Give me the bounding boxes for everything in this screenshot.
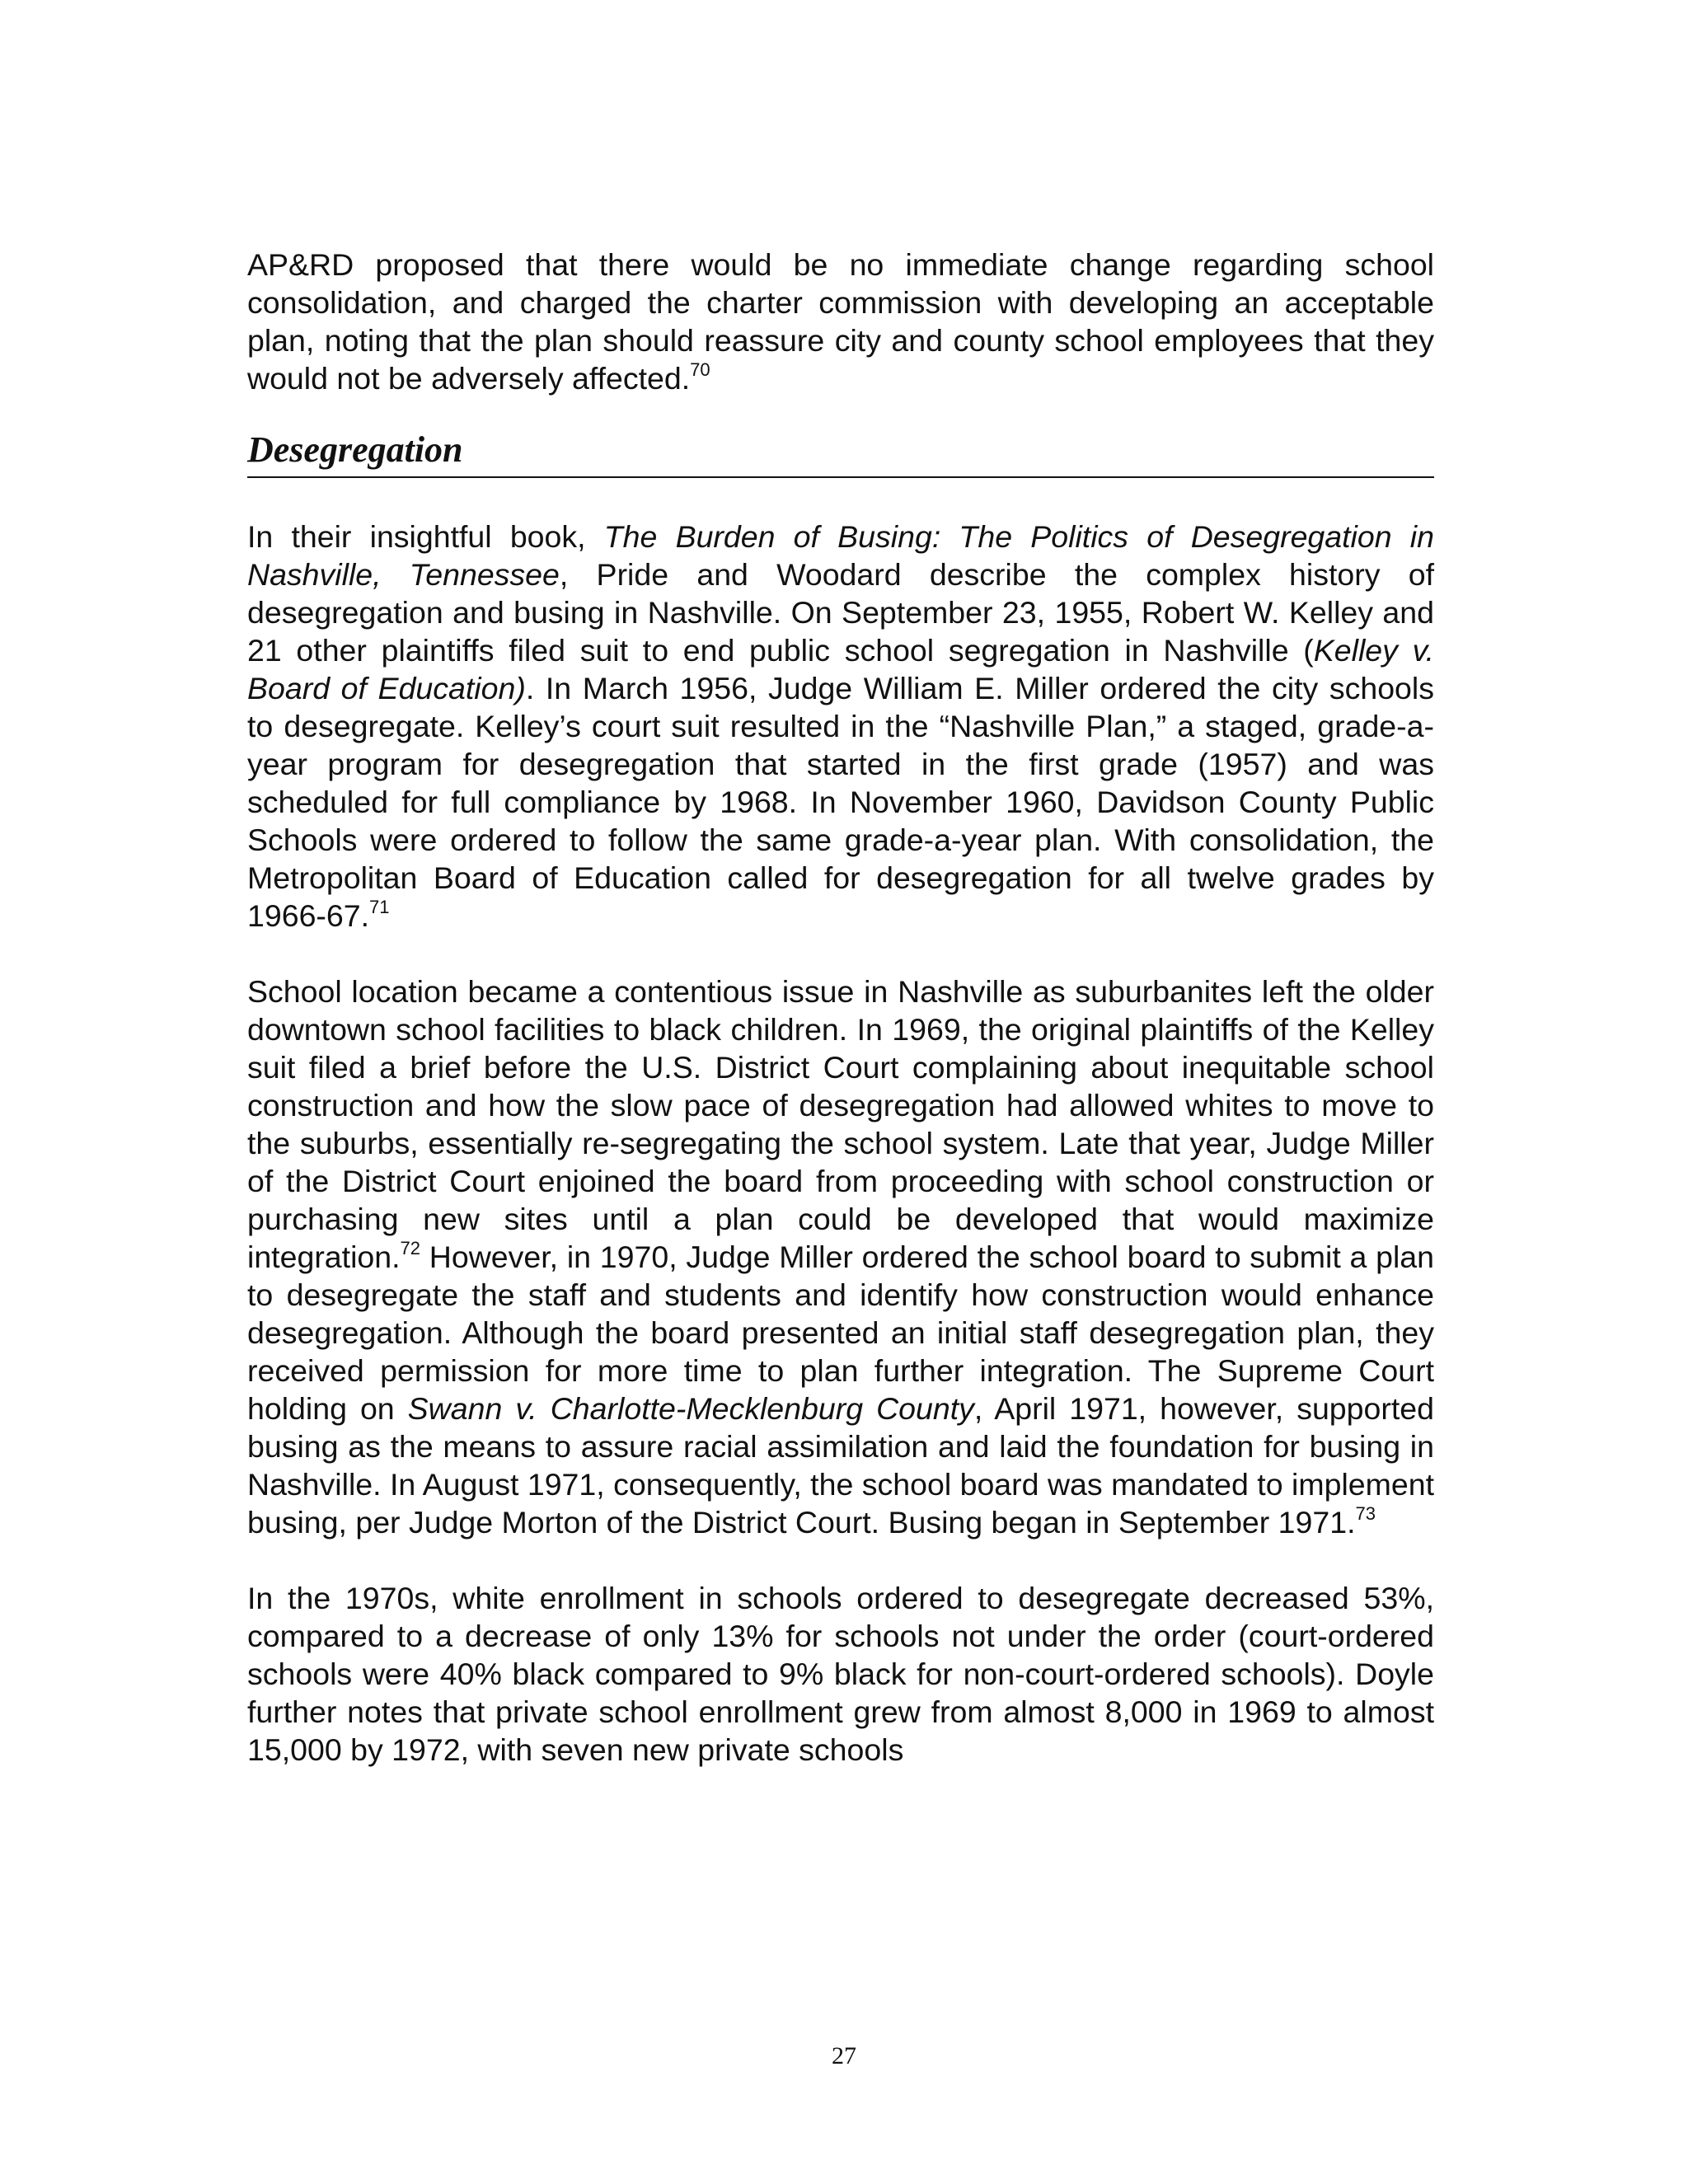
paragraph-text: AP&RD proposed that there would be no immediate change regarding school consolidation, and charged the charter commission with developing an acceptable plan, noting that the plan should reassure city and county school employees that they would not be adversely affected.: [247, 247, 1434, 396]
case-name: Kelley v. Board of Education): [247, 633, 1434, 705]
paragraph-enrollment: [247, 1579, 1434, 1769]
paragraph-school-location: [247, 972, 1434, 1541]
footnote-ref-71[interactable]: 71: [369, 896, 390, 917]
paragraph-text: , April 1971, however, supported busing as the means to assure racial assimilation and laid the foundation for busing in Nashville. In August 1971, consequently, the school board was mandated to implement busing, per Judge Morton of the District Court. Busing began in September 1971.: [247, 1391, 1434, 1540]
section-heading: Desegregation: [247, 429, 1434, 478]
footnote-ref-72[interactable]: 72: [400, 1237, 421, 1258]
paragraph-burden-of-busing: [247, 518, 1434, 935]
paragraph-text: , Pride and Woodard describe the complex history of desegregation and busing in Nashville. On September 23, 1955, Robert W. Kelley and 21 other plaintiffs filed suit to end public school segregation in Nashville (: [247, 557, 1435, 668]
footnote-ref-70[interactable]: 70: [690, 359, 710, 380]
paragraph-consolidation: [247, 246, 1434, 397]
case-name: Swann v. Charlotte-Mecklenburg County: [407, 1391, 974, 1426]
paragraph-text: In their insightful book,: [247, 519, 604, 554]
page-number: 27: [832, 2042, 856, 2069]
footnote-ref-73[interactable]: 73: [1355, 1502, 1376, 1524]
document-page: [247, 246, 1434, 1769]
paragraph-text: . In March 1956, Judge William E. Miller ordered the city schools to desegregate. Kelley’s court suit resulted in the “Nashville Plan,” a staged, grade-a-year program for desegregation that started in the first grade (1957) and was scheduled for full compliance by 1968. In November 1960, Davidson County Public Schools were ordered to follow the same grade-a-year plan. With consolidation, the Metropolitan Board of Education called for desegregation for all twelve grades by 1966-67.: [247, 671, 1434, 933]
book-title: The Burden of Busing: The Politics of Desegregation in Nashville, Tennessee: [247, 519, 1434, 592]
paragraph-text: School location became a contentious issue in Nashville as suburbanites left the older downtown school facilities to black children. In 1969, the original plaintiffs of the Kelley suit filed a brief before the U.S. District Court complaining about inequitable school construction and how the slow pace of desegregation had allowed whites to move to the suburbs, essentially re-segregating the school system. Late that year, Judge Miller of the District Court enjoined the board from proceeding with school construction or purchasing new sites until a plan could be developed that would maximize integration.: [247, 974, 1434, 1274]
paragraph-text: In the 1970s, white enrollment in schools ordered to desegregate decreased 53%, compared to a decrease of only 13% for schools not under the order (court-ordered schools were 40% black compared to 9% black for non-court-ordered schools). Doyle further notes that private school enrollment grew from almost 8,000 in 1969 to almost 15,000 by 1972, with seven new private schools: [247, 1581, 1434, 1767]
paragraph-text: However, in 1970, Judge Miller ordered the school board to submit a plan to desegregate the staff and students and identify how construction would enhance desegregation. Although the board presented an initial staff desegregation plan, they received permission for more time to plan further integration. The Supreme Court holding on: [247, 1240, 1434, 1426]
